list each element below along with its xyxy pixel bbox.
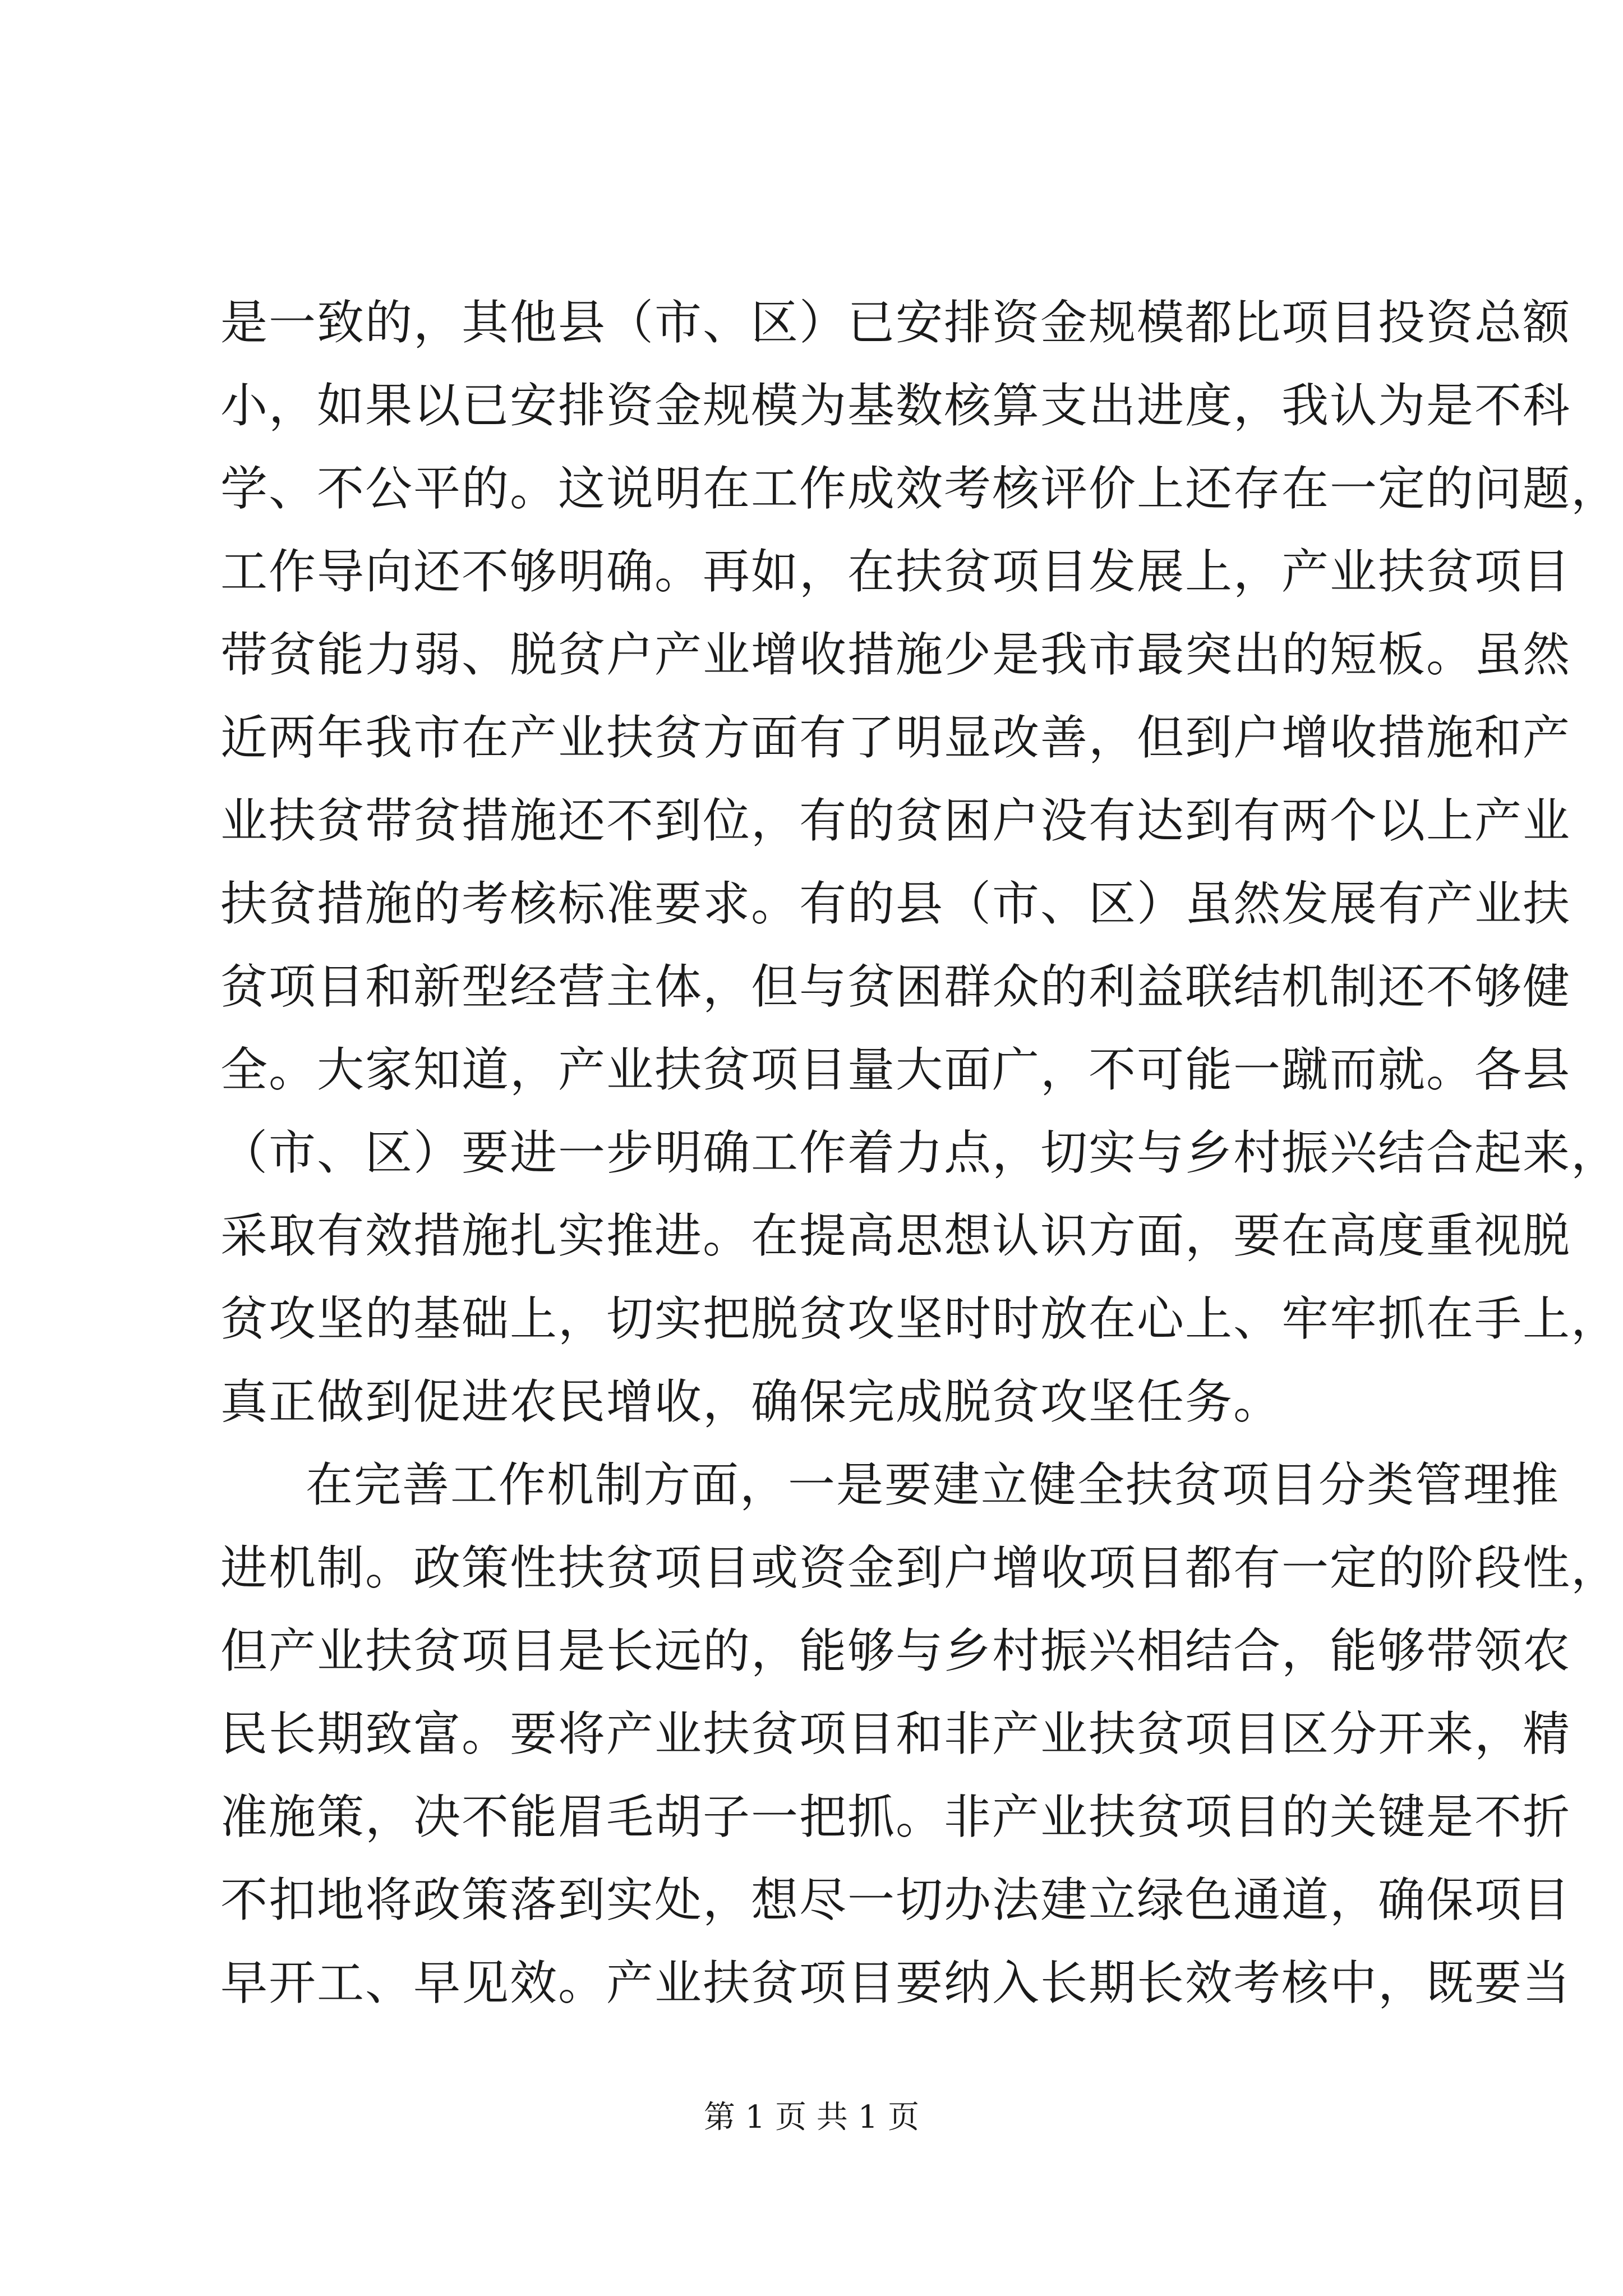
text-line: 小，如果以已安排资金规模为基数核算支出进度，我认为是不科 (220, 378, 1571, 433)
text-line: 全。大家知道，产业扶贫项目量大面广，不可能一蹴而就。各县 (220, 1042, 1571, 1097)
text-line: 但产业扶贫项目是长远的，能够与乡村振兴相结合，能够带领农 (220, 1623, 1571, 1678)
text-line: 工作导向还不够明确。再如，在扶贫项目发展上，产业扶贫项目 (220, 544, 1571, 599)
text-line: 近两年我市在产业扶贫方面有了明显改善，但到户增收措施和产 (220, 710, 1571, 765)
text-line: 采取有效措施扎实推进。在提高思想认识方面，要在高度重视脱 (220, 1208, 1571, 1263)
text-line: 贫项目和新型经营主体，但与贫困群众的利益联结机制还不够健 (220, 959, 1571, 1014)
text-line: 在完善工作机制方面，一是要建立健全扶贫项目分类管理推 (306, 1457, 1560, 1512)
text-line: 准施策，决不能眉毛胡子一把抓。非产业扶贫项目的关键是不折 (220, 1789, 1571, 1844)
text-line: 贫攻坚的基础上，切实把脱贫攻坚时时放在心上、牢牢抓在手上， (220, 1291, 1620, 1346)
text-line: 进机制。政策性扶贫项目或资金到户增收项目都有一定的阶段性， (220, 1540, 1620, 1595)
text-line: 不扣地将政策落到实处，想尽一切办法建立绿色通道，确保项目 (220, 1872, 1571, 1927)
text-line: 带贫能力弱、脱贫户产业增收措施少是我市最突出的短板。虽然 (220, 627, 1571, 682)
text-line: 真正做到促进农民增收，确保完成脱贫攻坚任务。 (220, 1374, 1282, 1429)
text-line: （市、区）要进一步明确工作着力点，切实与乡村振兴结合起来， (220, 1125, 1620, 1180)
text-line: 业扶贫带贫措施还不到位，有的贫困户没有达到有两个以上产业 (220, 793, 1571, 848)
text-line: 是一致的，其他县（市、区）已安排资金规模都比项目投资总额 (220, 295, 1571, 350)
text-line: 扶贫措施的考核标准要求。有的县（市、区）虽然发展有产业扶 (220, 876, 1571, 931)
page-number-footer: 第 1 页 共 1 页 (703, 2099, 920, 2136)
text-line: 早开工、早见效。产业扶贫项目要纳入长期长效考核中，既要当 (220, 1955, 1571, 2010)
text-line: 学、不公平的。这说明在工作成效考核评价上还存在一定的问题， (220, 461, 1620, 516)
text-line: 民长期致富。要将产业扶贫项目和非产业扶贫项目区分开来，精 (220, 1706, 1571, 1761)
